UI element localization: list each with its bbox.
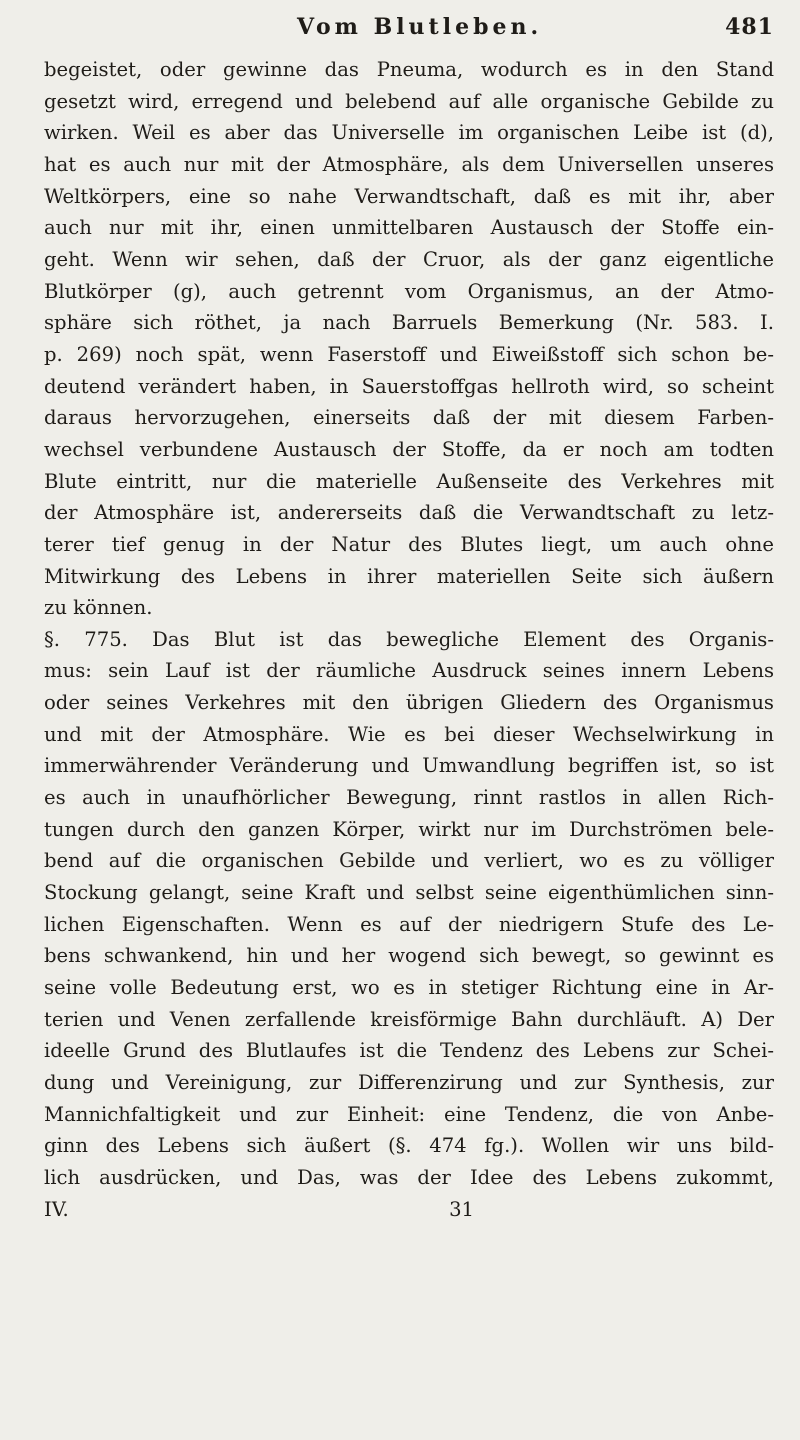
page-footer — [44, 1194, 774, 1226]
text-line: zu können. — [44, 596, 153, 620]
text-line: Weltkörpers, eine so nahe Verwandtschaft, daß es mit ihr, aber — [44, 184, 774, 208]
text-line: immerwährender Veränderung und Umwandlung begriffen ist, so ist — [44, 754, 774, 778]
text-line: gesetzt wird, erregend und belebend auf alle organische Gebilde zu — [44, 89, 774, 113]
text-line: Blutkörper (g), auch getrennt vom Organismus, an der Atmo- — [44, 279, 774, 303]
text-line: ginn des Lebens sich äußert (§. 474 fg.). Wollen wir uns bild- — [44, 1134, 774, 1158]
text-line: ideelle Grund des Blutlaufes ist die Tendenz des Lebens zur Schei- — [44, 1039, 774, 1063]
text-line: bend auf die organischen Gebilde und verliert, wo es zu völliger — [44, 849, 774, 873]
text-line: wirken. Weil es aber das Universelle im organischen Leibe ist (d), — [44, 121, 774, 145]
text-line: Mannichfaltigkeit und zur Einheit: eine Tendenz, die von Anbe- — [44, 1102, 774, 1126]
signature-mark: IV. — [44, 1197, 69, 1221]
text-line: terien und Venen zerfallende kreisförmige Bahn durchläuft. A) Der — [44, 1007, 774, 1031]
text-line: sphäre sich röthet, ja nach Barruels Bemerkung (Nr. 583. I. — [44, 311, 774, 335]
text-line: oder seines Verkehres mit den übrigen Gliedern des Organismus — [44, 691, 774, 715]
text-line: tungen durch den ganzen Körper, wirkt nur im Durchströmen bele- — [44, 817, 774, 841]
text-line: Blute eintritt, nur die materielle Außenseite des Verkehres mit — [44, 469, 774, 493]
text-line: §. 775. Das Blut ist das bewegliche Element des Organis- — [44, 627, 774, 651]
text-line: begeistet, oder gewinne das Pneuma, wodurch es in den Stand — [44, 58, 774, 81]
text-line: mus: sein Lauf ist der räumliche Ausdruck seines innern Lebens — [44, 659, 774, 683]
text-line: dung und Vereinigung, zur Differenzirung und zur Synthesis, zur — [44, 1071, 774, 1094]
text-line: seine volle Bedeutung erst, wo es in stetiger Richtung eine in Ar- — [44, 976, 774, 1000]
text-line: lichen Eigenschaften. Wenn es auf der niedrigern Stufe des Le- — [44, 912, 774, 936]
text-line: hat es auch nur mit der Atmosphäre, als dem Universellen unseres — [44, 152, 774, 176]
text-line: daraus hervorzugehen, einerseits daß der mit diesem Farben- — [44, 406, 774, 430]
text-line: auch nur mit ihr, einen unmittelbaren Austausch der Stoffe ein- — [44, 216, 774, 240]
text-line: bens schwankend, hin und her wogend sich bewegt, so gewinnt es — [44, 944, 774, 968]
text-line: p. 269) noch spät, wenn Faserstoff und Eiweißstoff sich schon be- — [44, 342, 774, 366]
text-line: lich ausdrücken, und Das, was der Idee des Lebens zukommt, — [44, 1165, 774, 1189]
sheet-number: 31 — [449, 1197, 474, 1221]
running-title: Vom Blutleben. — [296, 14, 543, 40]
text-line: der Atmosphäre ist, andererseits daß die Verwandtschaft zu letz- — [44, 501, 774, 525]
text-line: Stockung gelangt, seine Kraft und selbst seine eigenthümlichen sinn- — [44, 881, 774, 905]
text-line: Mitwirkung des Lebens in ihrer materiellen Seite sich äußern — [44, 564, 774, 588]
text-line: es auch in unaufhörlicher Bewegung, rinnt rastlos in allen Rich- — [44, 786, 774, 810]
text-line: wechsel verbundene Austausch der Stoffe, da er noch am todten — [44, 437, 774, 461]
text-line: und mit der Atmosphäre. Wie es bei dieser Wechselwirkung in — [44, 722, 774, 746]
text-line: geht. Wenn wir sehen, daß der Cruor, als der ganz eigentliche — [44, 247, 774, 271]
text-line: terer tief genug in der Natur des Blutes liegt, um auch ohne — [44, 532, 774, 556]
text-line: deutend verändert haben, in Sauerstoffgas hellroth wird, so scheint — [44, 374, 774, 398]
page-number: 481 — [725, 14, 774, 40]
body-text — [44, 54, 774, 1194]
running-head — [44, 14, 774, 48]
